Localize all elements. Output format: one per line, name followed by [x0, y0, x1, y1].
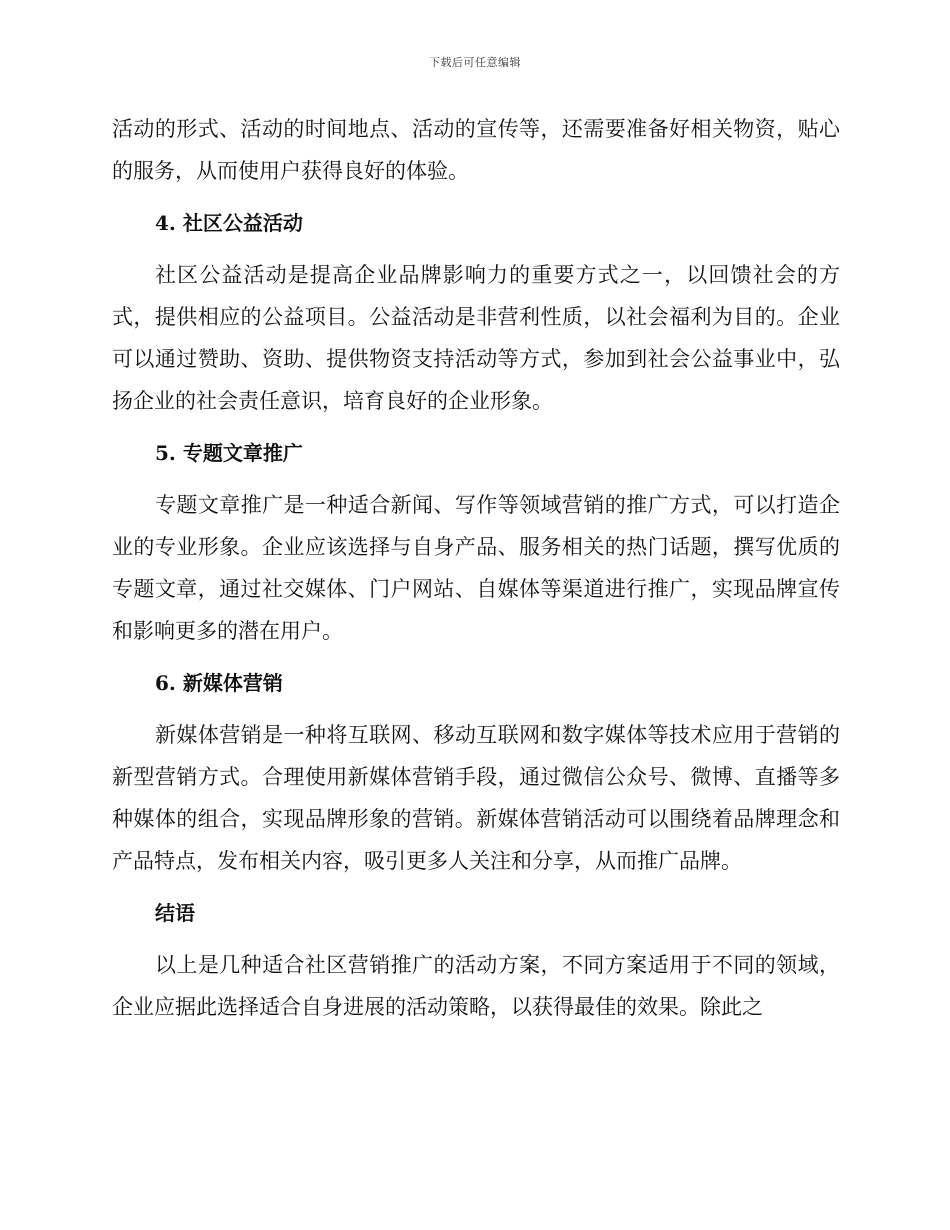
page-header: 下载后可任意编辑 [429, 56, 521, 69]
paragraph-new-media: 新媒体营销是一种将互联网、移动互联网和数字媒体等技术应用于营销的新型营销方式。合理使用新媒体营销手段，通过微信公众号、微博、直播等多种媒体的组合，实现品牌形象的营销。新媒体营销活动可以围绕着品牌理念和产品特点，发布相关内容，吸引更多人关注和分享，从而推广品牌。 [112, 723, 840, 873]
heading-community-charity: 4. 社区公益活动 [155, 211, 303, 235]
paragraph-feature-articles: 专题文章推广是一种适合新闻、写作等领域营销的推广方式，可以打造企业的专业形象。企业应该选择与自身产品、服务相关的热门话题，撰写优质的专题文章，通过社交媒体、门户网站、自媒体等渠道进行推广，实现品牌宣传和影响更多的潜在用户。 [112, 493, 840, 643]
heading-feature-articles: 5. 专题文章推广 [155, 441, 303, 465]
heading-conclusion: 结语 [155, 901, 195, 925]
heading-new-media: 6. 新媒体营销 [155, 671, 283, 695]
document-body [112, 108, 840, 1028]
paragraph-intro-continuation: 活动的形式、活动的时间地点、活动的宣传等，还需要准备好相关物资，贴心的服务，从而使用户获得良好的体验。 [112, 117, 840, 183]
paragraph-conclusion: 以上是几种适合社区营销推广的活动方案，不同方案适用于不同的领域，企业应据此选择适合自身进展的活动策略，以获得最佳的效果。除此之 [112, 953, 840, 1019]
paragraph-community-charity: 社区公益活动是提高企业品牌影响力的重要方式之一，以回馈社会的方式，提供相应的公益项目。公益活动是非营利性质，以社会福利为目的。企业可以通过赞助、资助、提供物资支持活动等方式，参加到社会公益事业中，弘扬企业的社会责任意识，培育良好的企业形象。 [112, 263, 840, 413]
